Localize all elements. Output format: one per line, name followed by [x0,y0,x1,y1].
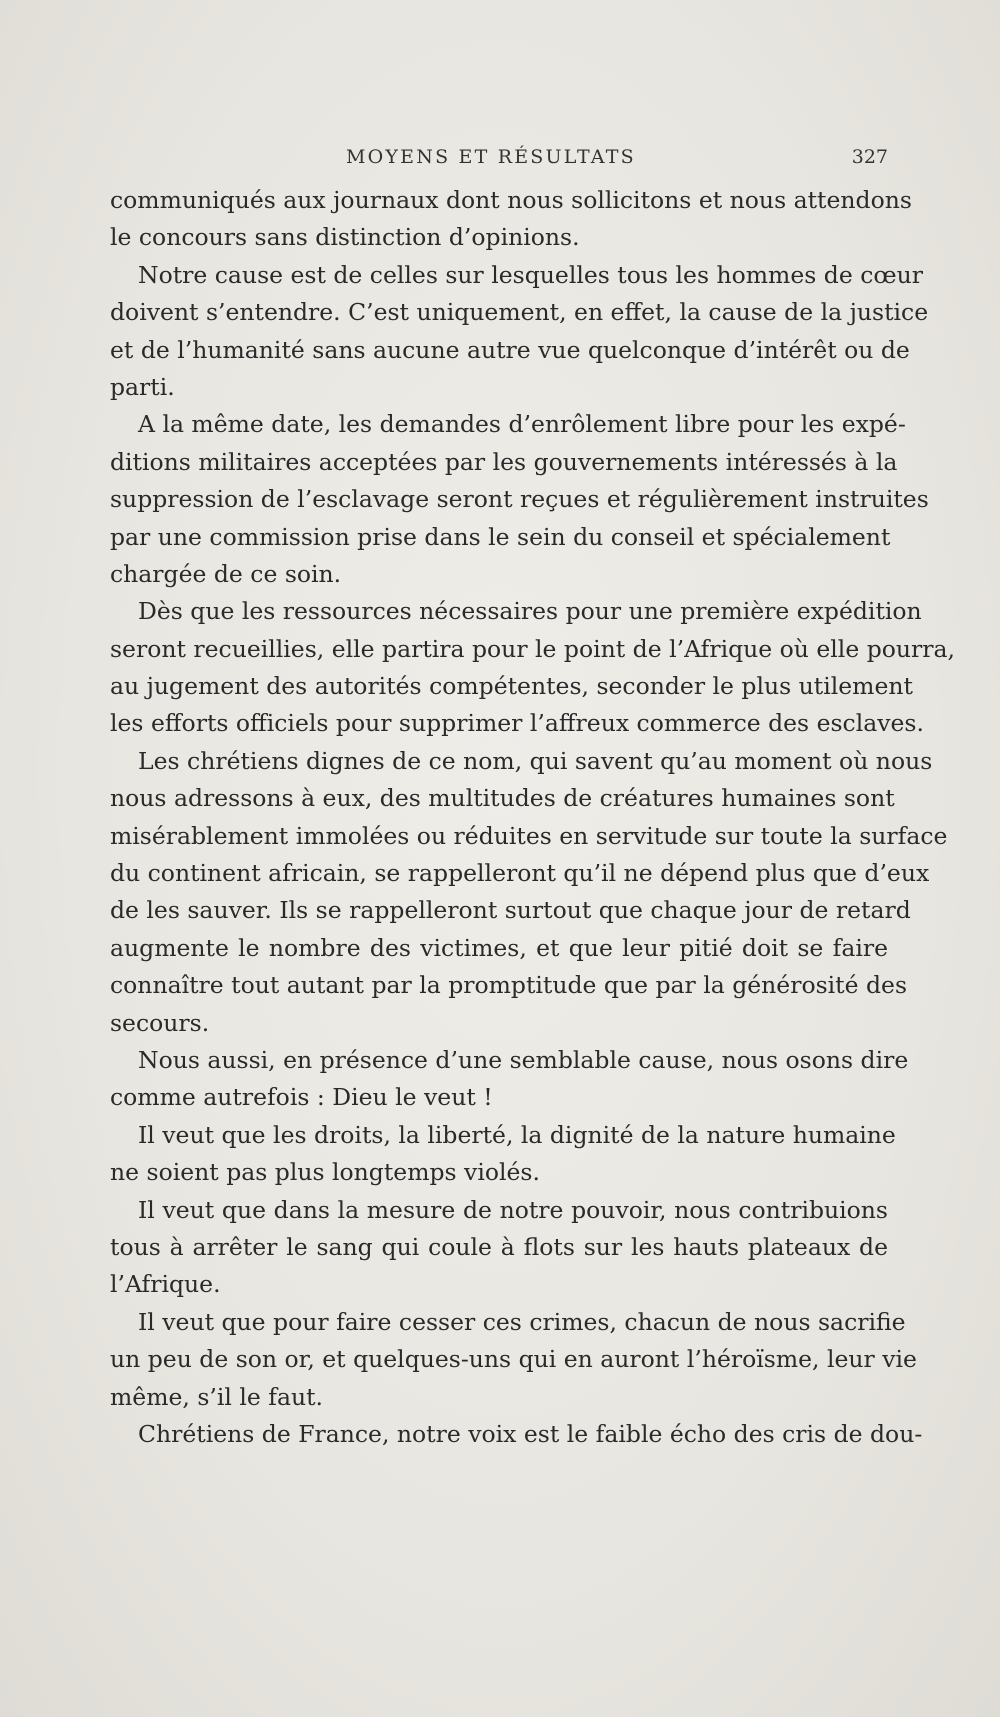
text-line: un peu de son or, et quelques-uns qui en auront l’héroïsme, leur vie [110,1345,917,1374]
text-line: nous adressons à eux, des multitudes de créatures humaines sont [110,784,895,813]
text-line: parti. [110,372,175,401]
text-line: du continent africain, se rappelleront qu’il ne dépend plus que d’eux [110,859,930,888]
text-line: chargée de ce soin. [110,559,342,588]
text-line: par une commission prise dans le sein du conseil et spécialement [110,522,891,551]
text-line: Chrétiens de France, notre voix est le faible écho des cris de dou- [138,1419,923,1448]
page-header [110,146,888,176]
text-line: même, s’il le faut. [110,1382,324,1411]
text-line: Nous aussi, en présence d’une semblable cause, nous osons dire [138,1045,909,1074]
text-line: misérablement immolées ou réduites en servitude sur toute la surface [110,821,948,850]
text-line: tous à arrêter le sang qui coule à flots sur les hauts plateaux de [110,1232,888,1261]
text-line: secours. [110,1008,210,1037]
text-line: suppression de l’esclavage seront reçues et régulièrement instruites [110,485,929,514]
text-line: ne soient pas plus longtemps violés. [110,1158,540,1187]
text-line: Les chrétiens dignes de ce nom, qui savent qu’au moment où nous [138,746,933,775]
page-number: 327 [851,146,888,168]
text-line: Il veut que dans la mesure de notre pouvoir, nous contribuions [138,1195,888,1224]
text-line: seront recueillies, elle partira pour le point de l’Afrique où elle pourra, [110,634,955,663]
running-title: MOYENS ET RÉSULTATS [346,146,636,168]
text-line: doivent s’entendre. C’est uniquement, en effet, la cause de la justice [110,298,929,327]
text-line: connaître tout autant par la promptitude que par la générosité des [110,971,908,1000]
text-line: les efforts officiels pour supprimer l’affreux commerce des esclaves. [110,709,924,738]
text-line: communiqués aux journaux dont nous sollicitons et nous attendons [110,186,912,214]
text-line: de les sauver. Ils se rappelleront surtout que chaque jour de retard [110,896,911,925]
text-line: Notre cause est de celles sur lesquelles tous les hommes de cœur [138,260,923,289]
text-line: comme autrefois : Dieu le veut ! [110,1083,493,1112]
text-line: ditions militaires acceptées par les gouvernements intéressés à la [110,447,898,476]
text-line: au jugement des autorités compétentes, seconder le plus utilement [110,672,913,701]
text-line: et de l’humanité sans aucune autre vue quelconque d’intérêt ou de [110,335,910,364]
text-line: A la même date, les demandes d’enrôlement libre pour les expé- [138,410,906,439]
text-line: le concours sans distinction d’opinions. [110,223,580,252]
text-line: l’Afrique. [110,1270,221,1299]
body-text [110,182,955,1453]
text-line: Dès que les ressources nécessaires pour une première expédition [138,597,922,626]
text-line: Il veut que les droits, la liberté, la dignité de la nature humaine [138,1120,896,1149]
text-line: augmente le nombre des victimes, et que leur pitié doit se faire [110,933,888,962]
text-line: Il veut que pour faire cesser ces crimes, chacun de nous sacrifie [138,1307,906,1336]
